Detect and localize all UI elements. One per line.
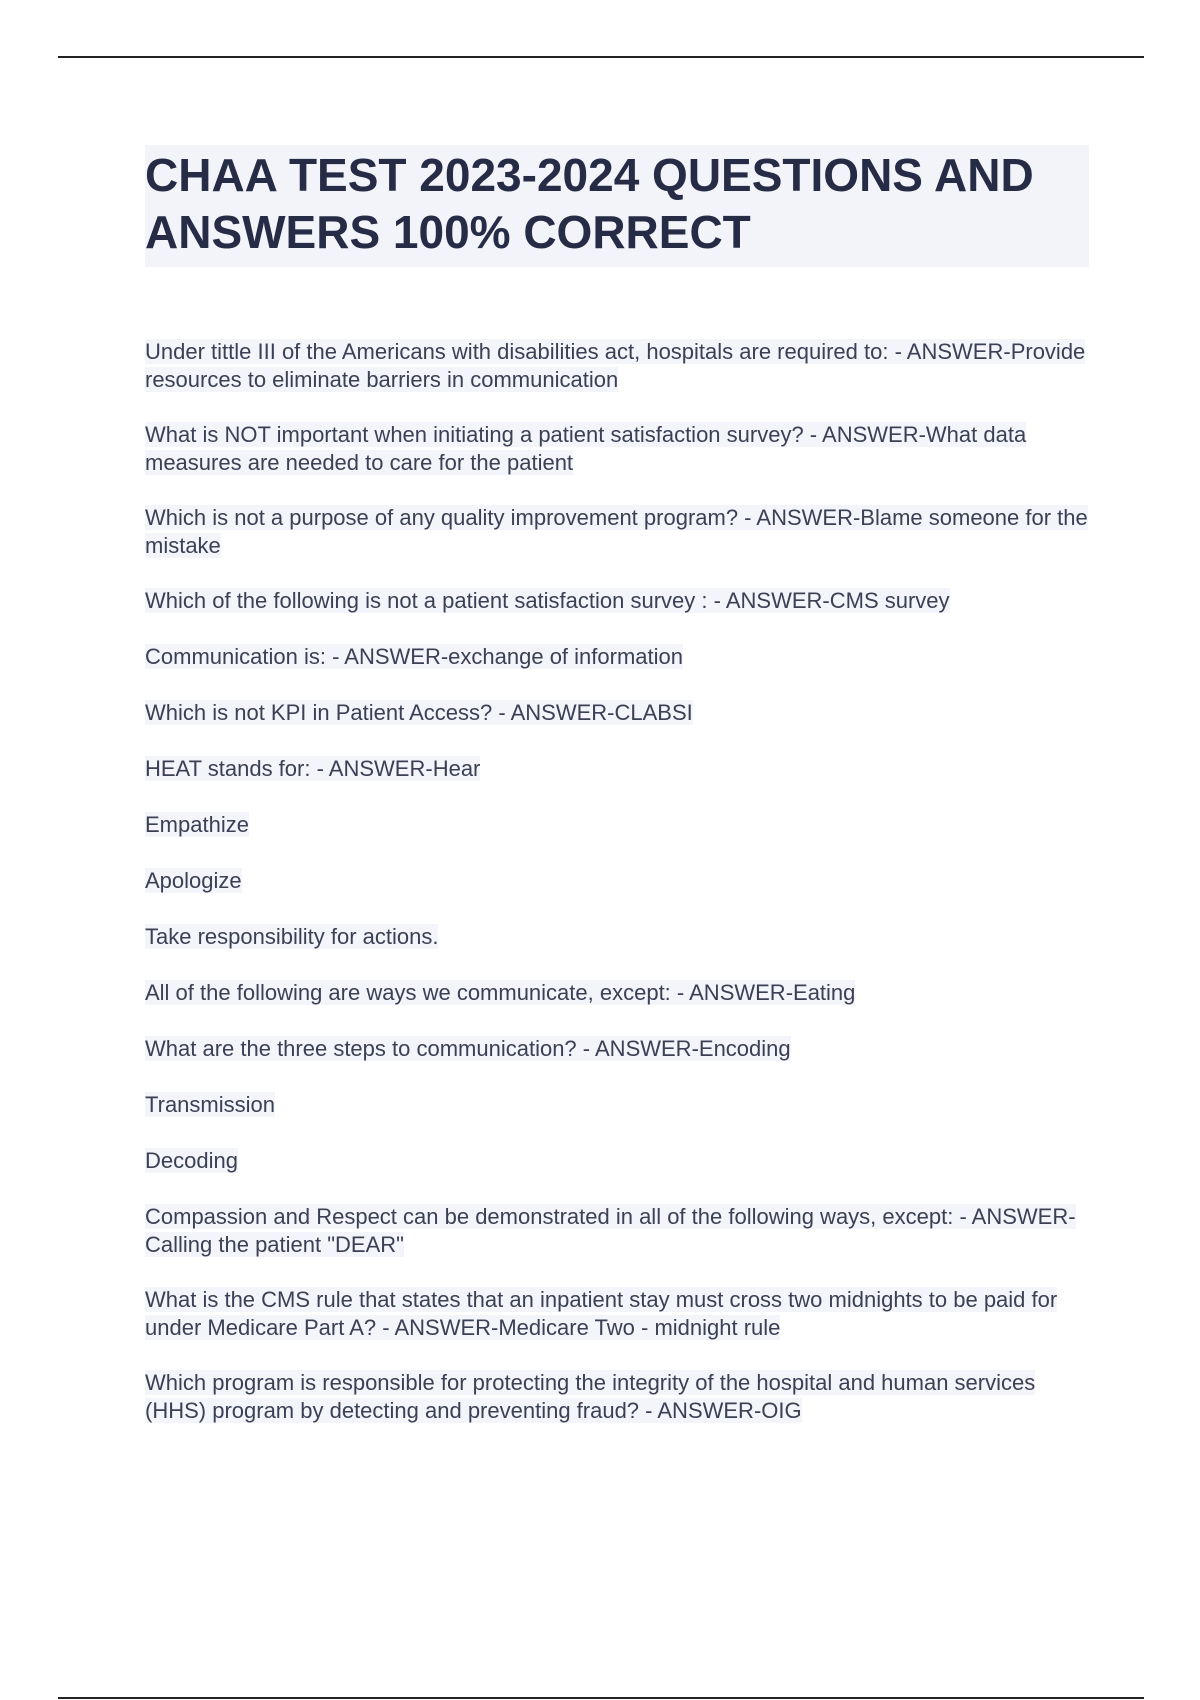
qa-item: Apologize <box>145 868 242 893</box>
qa-item: What is NOT important when initiating a patient satisfaction survey? - ANSWER-What data measures are needed to care for the patient <box>145 422 1027 475</box>
qa-item: Which program is responsible for protecting the integrity of the hospital and human services (HHS) program by detecting and preventing fraud? - ANSWER-OIG <box>145 1370 1036 1423</box>
qa-item: HEAT stands for: - ANSWER-Hear <box>145 756 481 781</box>
qa-item: Compassion and Respect can be demonstrated in all of the following ways, except: - ANSWER-Calling the patient "DEAR" <box>145 1204 1076 1257</box>
document-title-block <box>145 145 1089 267</box>
qa-item: Which is not KPI in Patient Access? - ANSWER-CLABSI <box>145 700 693 725</box>
document-title <box>145 145 1089 267</box>
qa-item: Empathize <box>145 812 249 837</box>
qa-item: Transmission <box>145 1092 275 1117</box>
title-line-1: CHAA TEST 2023-2024 QUESTIONS AND <box>145 149 1034 201</box>
qa-item: Take responsibility for actions. <box>145 924 439 949</box>
qa-item: What is the CMS rule that states that an inpatient stay must cross two midnights to be paid for under Medicare Part A? - ANSWER-Medicare Two - midnight rule <box>145 1287 1058 1340</box>
qa-item: Under tittle III of the Americans with disabilities act, hospitals are required to: - ANSWER-Provide resources to eliminate barriers in communication <box>145 339 1086 392</box>
qa-item: Which is not a purpose of any quality improvement program? - ANSWER-Blame someone for the mistake <box>145 505 1088 558</box>
title-line-2: ANSWERS 100% CORRECT <box>145 206 751 258</box>
qa-item: Decoding <box>145 1148 238 1173</box>
qa-item: What are the three steps to communication? - ANSWER-Encoding <box>145 1036 791 1061</box>
qa-item: Communication is: - ANSWER-exchange of information <box>145 644 683 669</box>
bottom-divider <box>58 1697 1144 1699</box>
qa-item: Which of the following is not a patient satisfaction survey : - ANSWER-CMS survey <box>145 588 950 613</box>
top-divider <box>58 56 1144 58</box>
qa-item: All of the following are ways we communicate, except: - ANSWER-Eating <box>145 980 856 1005</box>
qa-list <box>145 338 1089 1452</box>
